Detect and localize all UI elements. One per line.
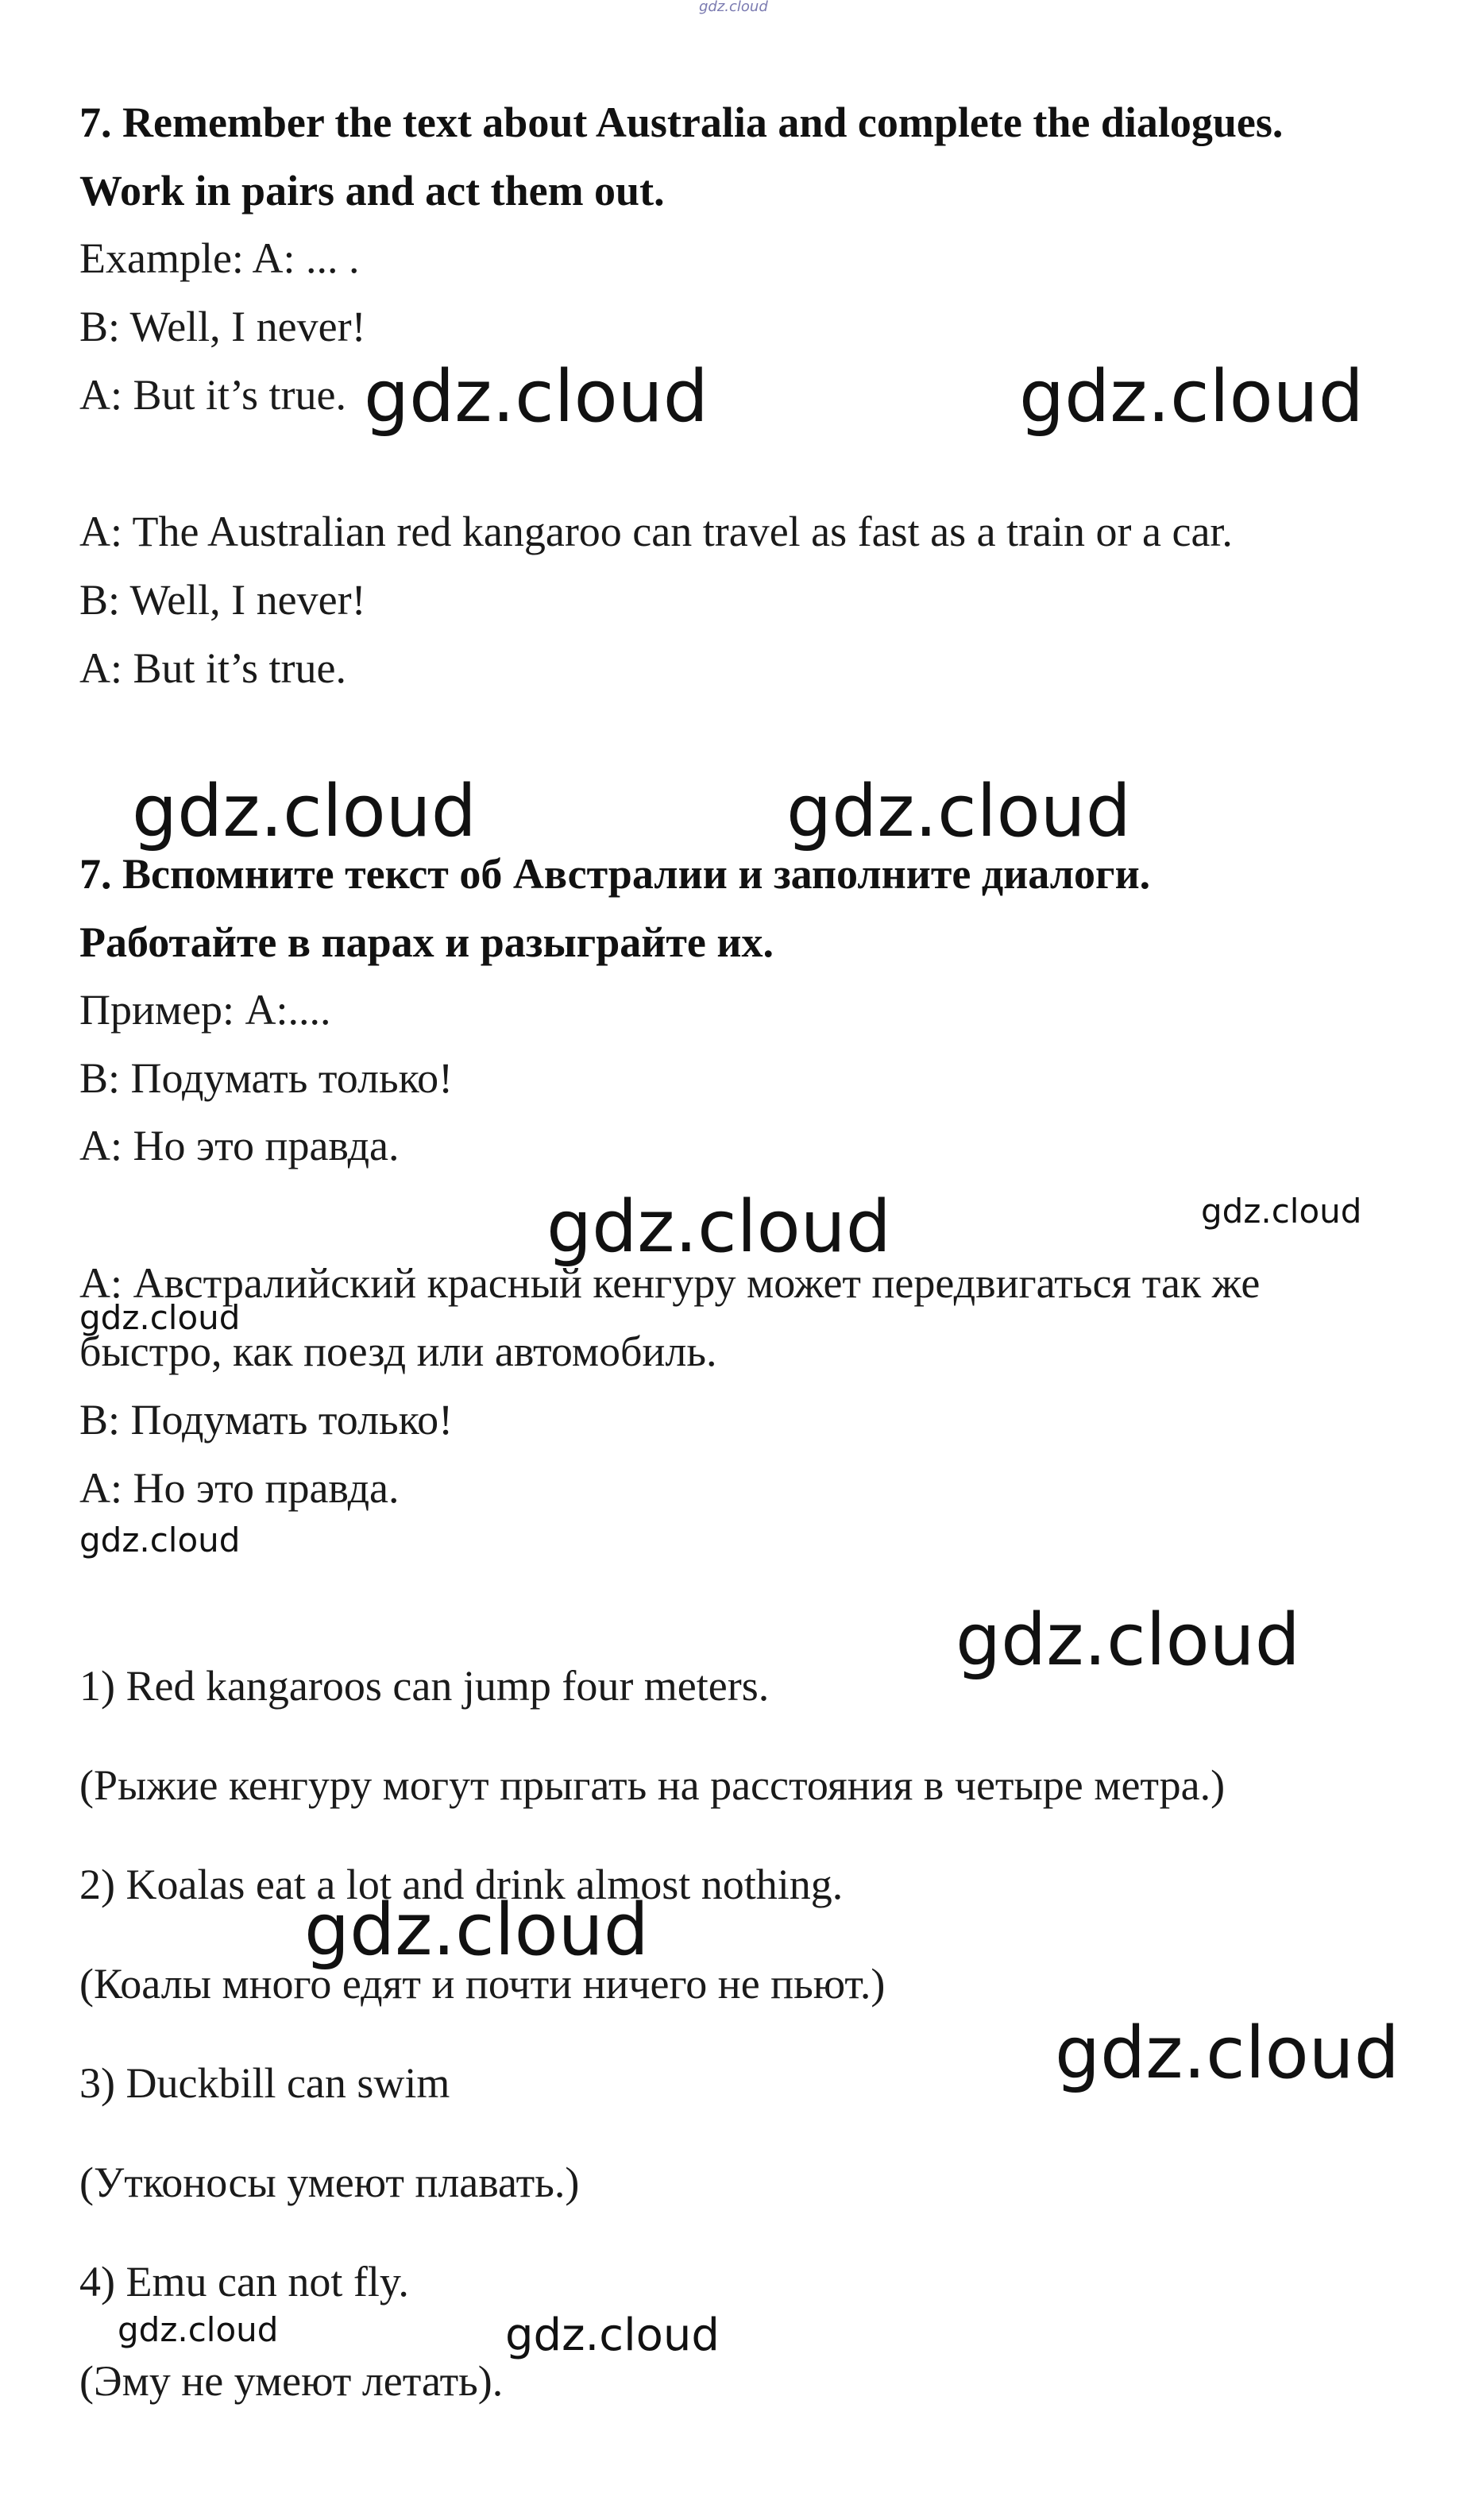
fact-4-ru: (Эму не умеют летать). <box>79 2357 504 2405</box>
example-b-en: B: Well, I never! <box>79 303 366 350</box>
fact-1-en: 1) Red kangaroos can jump four meters. <box>79 1662 770 1710</box>
watermark: gdz.cloud <box>79 1298 241 1337</box>
watermark: gdz.cloud <box>546 1185 891 1269</box>
example-b-ru: В: Подумать только! <box>79 1054 454 1102</box>
fact-3-en: 3) Duckbill can swim <box>79 2059 450 2107</box>
dialogue-b-en: B: Well, I never! <box>79 576 366 624</box>
example-en: Example: A: ... . <box>79 234 360 282</box>
watermark: gdz.cloud <box>132 770 477 853</box>
dialogue-b-ru: В: Подумать только! <box>79 1396 454 1444</box>
dialogue-a-ru-line2: быстро, как поезд или автомобиль. <box>79 1328 717 1375</box>
dialogue-a-en: A: The Australian red kangaroo can travel as fast as a train or a car. <box>79 508 1233 555</box>
fact-3-ru: (Утконосы умеют плавать.) <box>79 2159 580 2206</box>
watermark: gdz.cloud <box>304 1888 649 1972</box>
watermark: gdz.cloud <box>364 355 709 439</box>
watermark: gdz.cloud <box>956 1598 1300 1682</box>
watermark: gdz.cloud <box>505 2309 720 2361</box>
example-ru: Пример: А:.... <box>79 986 331 1034</box>
dialogue-a2-en: A: But it’s true. <box>79 644 346 692</box>
dialogue-a-ru-line1: А: Австралийский красный кенгуру может передвигаться так же <box>79 1259 1261 1307</box>
task-title-ru-line1: 7. Вспомните текст об Австралии и заполните диалоги. <box>79 850 1151 898</box>
dialogue-a2-ru: А: Но это правда. <box>79 1464 400 1512</box>
watermark: gdz.cloud <box>1055 2012 1400 2095</box>
watermark: gdz.cloud <box>118 2310 279 2349</box>
task-title-en-line2: Work in pairs and act them out. <box>79 167 665 215</box>
top-watermark: gdz.cloud <box>699 0 768 15</box>
task-title-en-line1: 7. Remember the text about Australia and complete the dialogues. <box>79 99 1284 146</box>
watermark: gdz.cloud <box>79 1521 241 1560</box>
fact-4-en: 4) Emu can not fly. <box>79 2258 409 2305</box>
task-title-ru-line2: Работайте в парах и разыграйте их. <box>79 918 774 966</box>
fact-2-en: 2) Koalas eat a lot and drink almost nothing. <box>79 1861 844 1908</box>
watermark: gdz.cloud <box>786 770 1131 853</box>
watermark: gdz.cloud <box>1019 355 1364 439</box>
example-a-ru: А: Но это правда. <box>79 1122 400 1169</box>
example-a-en: A: But it’s true. <box>79 371 346 419</box>
watermark: gdz.cloud <box>1201 1192 1362 1231</box>
fact-2-ru: (Коалы много едят и почти ничего не пьют.) <box>79 1960 886 2008</box>
fact-1-ru: (Рыжие кенгуру могут прыгать на расстояния в четыре метра.) <box>79 1761 1226 1809</box>
